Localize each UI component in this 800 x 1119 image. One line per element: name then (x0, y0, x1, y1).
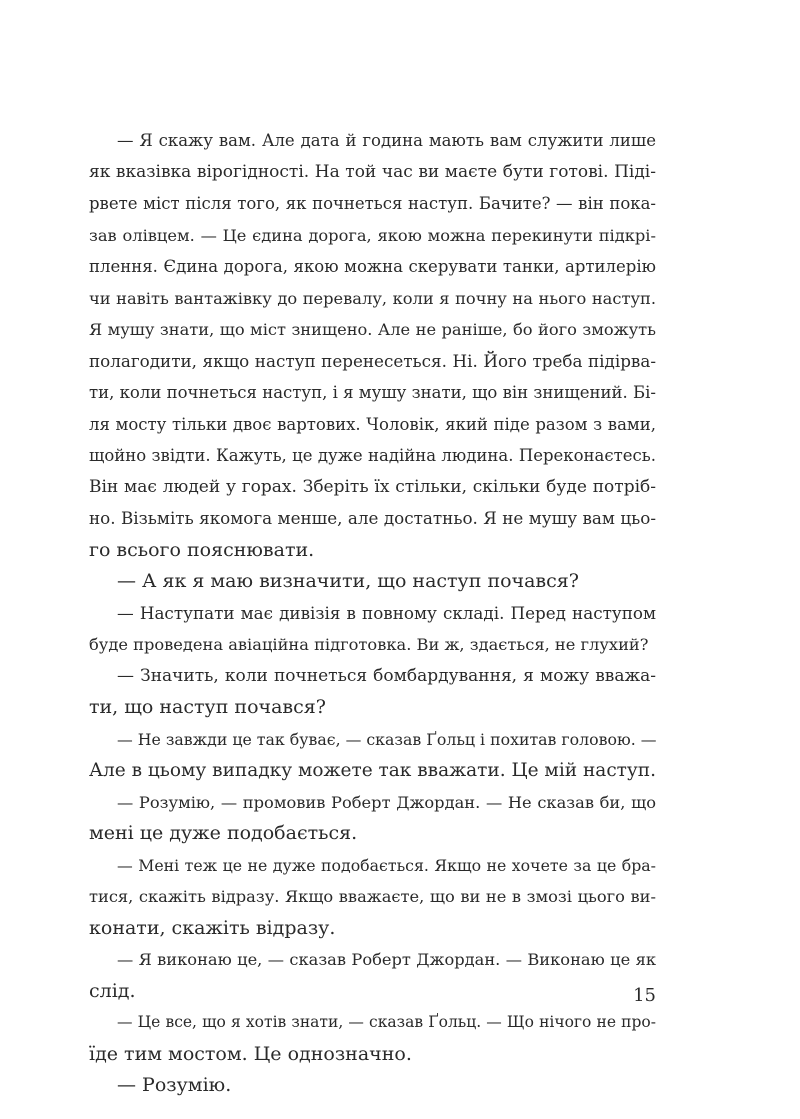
text-line: — Не завжди це так буває, — сказав Ґольц і похитав головою. — (117, 729, 656, 749)
text-line: ти, що наступ почався? (89, 696, 326, 718)
text-line: — Наступати має дивізія в повному складі. Перед наступом (117, 602, 656, 623)
text-line: полагодити, якщо наступ перенесеться. Ні. Його треба підірва- (89, 350, 656, 371)
text-line: слід. (89, 979, 136, 1002)
text-line: ти, коли почнеться наступ, і я мушу знати, що він знищений. Бі- (89, 383, 656, 402)
text-line: — Я виконаю це, — сказав Роберт Джордан. — Виконаю це як (117, 950, 656, 969)
text-line: Я мушу знати, що міст знищено. Але не раніше, бо його зможуть (89, 320, 656, 339)
text-line: чи навіть вантажівку до перевалу, коли я почну на нього наступ. (89, 288, 656, 308)
page-number: 15 (633, 985, 656, 1006)
text-line: го всього пояснювати. (89, 538, 315, 561)
text-line: — А як я маю визначити, що наступ почався? (117, 570, 579, 592)
text-line: Він має людей у горах. Зберіть їх стільки, скільки буде потріб- (89, 476, 656, 497)
text-line: їде тим мостом. Це однозначно. (89, 1042, 412, 1065)
text-line: плення. Єдина дорога, якою можна скерувати танки, артилерію (89, 257, 656, 276)
text-line: конати, скажіть відразу. (89, 916, 336, 939)
text-line: — Це все, що я хотів знати, — сказав Ґольц. — Що нічого не про- (117, 1013, 656, 1031)
text-line: тися, скажіть відразу. Якщо вважаєте, що ви не в змозі цього ви- (89, 887, 656, 906)
text-line: — Я скажу вам. Але дата й година мають вам служити лише (117, 131, 656, 150)
text-line: рвете міст після того, як почнеться наступ. Бачите? — він пока- (89, 194, 656, 213)
text-line: — Значить, коли почнеться бомбардування, я можу вважа- (117, 665, 656, 686)
text-line: як вказівка вірогідності. На той час ви маєте бути готові. Піді- (89, 161, 656, 182)
text-line: — Розумію, — промовив Роберт Джордан. — Не сказав би, що (117, 792, 656, 812)
text-line: буде проведена авіаційна підготовка. Ви ж, здається, не глухий? (89, 635, 649, 654)
text-line: но. Візьміть якомога менше, але достатньо. Я не мушу вам цьо- (89, 508, 656, 528)
text-line: ля мосту тільки двоє вартових. Чоловік, який піде разом з вами, (89, 414, 656, 434)
text-line: — Мені теж це не дуже подобається. Якщо не хочете за це бра- (117, 855, 656, 875)
text-line: — Розумію. (117, 1074, 232, 1096)
text-line: Але в цьому випадку можете так вважати. Це мій наступ. (89, 760, 656, 781)
text-line: мені це дуже подобається. (89, 822, 358, 844)
text-line: щойно звідти. Кажуть, це дуже надійна людина. Переконаєтесь. (89, 446, 656, 465)
book-page-text (89, 125, 656, 1102)
text-line: зав олівцем. — Це єдина дорога, якою можна перекинути підкрі- (89, 225, 656, 245)
